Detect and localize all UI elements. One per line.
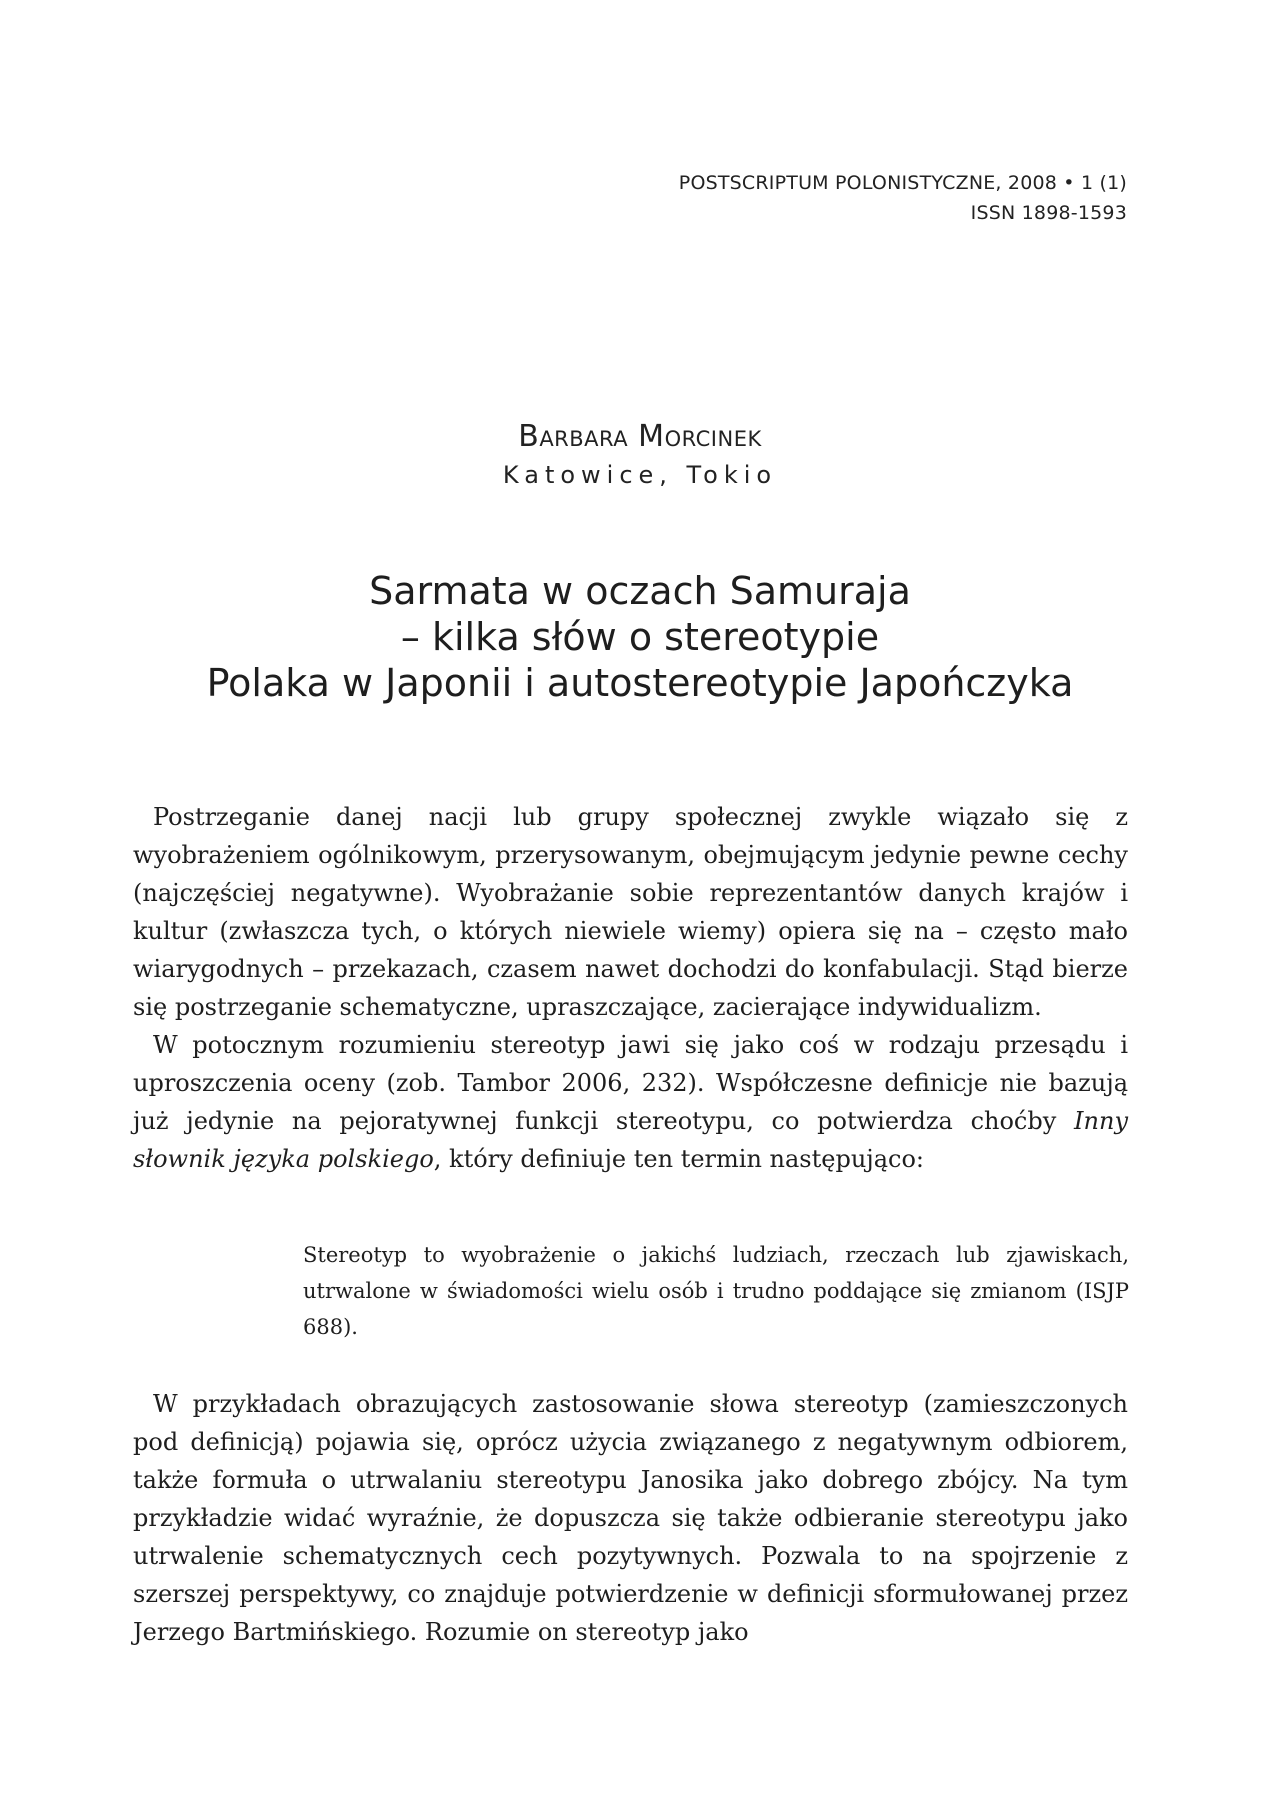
paragraph-1: Postrzeganie danej nacji lub grupy społecznej zwykle wiązało się z wyobrażeniem ogólnikowym, przerysowanym, obejmującym jedynie pewne cechy (najczęściej negatywne). Wyobrażanie sobie reprezentantów danych krajów i kultur (zwłaszcza tych, o których niewiele wiemy) opiera się na – często mało wiarygodnych – przekazach, czasem nawet dochodzi do konfabulacji. Stąd bierze się postrzeganie schematyczne, upraszczające, zacierające indywidualizm. [133,803,1128,1021]
journal-title-line: POSTSCRIPTUM POLONISTYCZNE, 2008 • 1 (1) [678,172,1127,194]
issn-line: ISSN 1898-1593 [970,202,1127,224]
author-affiliation: Katowice, Tokio [502,461,778,489]
title-line-1: Sarmata w oczach Samuraja [369,569,911,613]
journal-header [679,168,1127,228]
dictionary-title: Inny słownik języka polskiego [133,1107,1128,1173]
body-section-2 [133,1385,1128,1651]
article-title [0,568,1280,706]
paragraph-2-end: , który definiuje ten termin następująco: [433,1145,925,1173]
title-line-2: – kilka słów o stereotypie [400,615,880,659]
title-line-3: Polaka w Japonii i autostereotypie Japończyka [206,661,1074,705]
paragraph-2 [133,1026,1128,1178]
paragraph-3: W przykładach obrazujących zastosowanie słowa stereotyp (zamieszczonych pod definicją) pojawia się, oprócz użycia związanego z negatywnym odbiorem, także formuła o utrwalaniu stereotypu Janosika jako dobrego zbójcy. Na tym przykładzie widać wyraźnie, że dopuszcza się także odbieranie stereotypu jako utrwalenie schematycznych cech pozytywnych. Pozwala to na spojrzenie z szerszej perspektywy, co znajduje potwierdzenie w definicji sformułowanej przez Jerzego Bartmińskiego. Rozumie on stereotyp jako [133,1390,1128,1646]
author-name: Barbara Morcinek [518,419,762,454]
block-quote: Stereotyp to wyobrażenie o jakichś ludziach, rzeczach lub zjawiskach, utrwalone w świadomości wielu osób i trudno poddające się zmianom (ISJP 688). [303,1243,1129,1339]
body-section-1 [133,798,1128,1178]
author-block [0,415,1280,491]
paragraph-2-text: W potocznym rozumieniu stereotyp jawi się jako coś w rodzaju przesądu i uproszczenia oceny (zob. Tambor 2006, 232). Współczesne definicje nie bazują już jedynie na pejoratywnej funkcji stereotypu, co potwierdza choćby [133,1031,1128,1135]
